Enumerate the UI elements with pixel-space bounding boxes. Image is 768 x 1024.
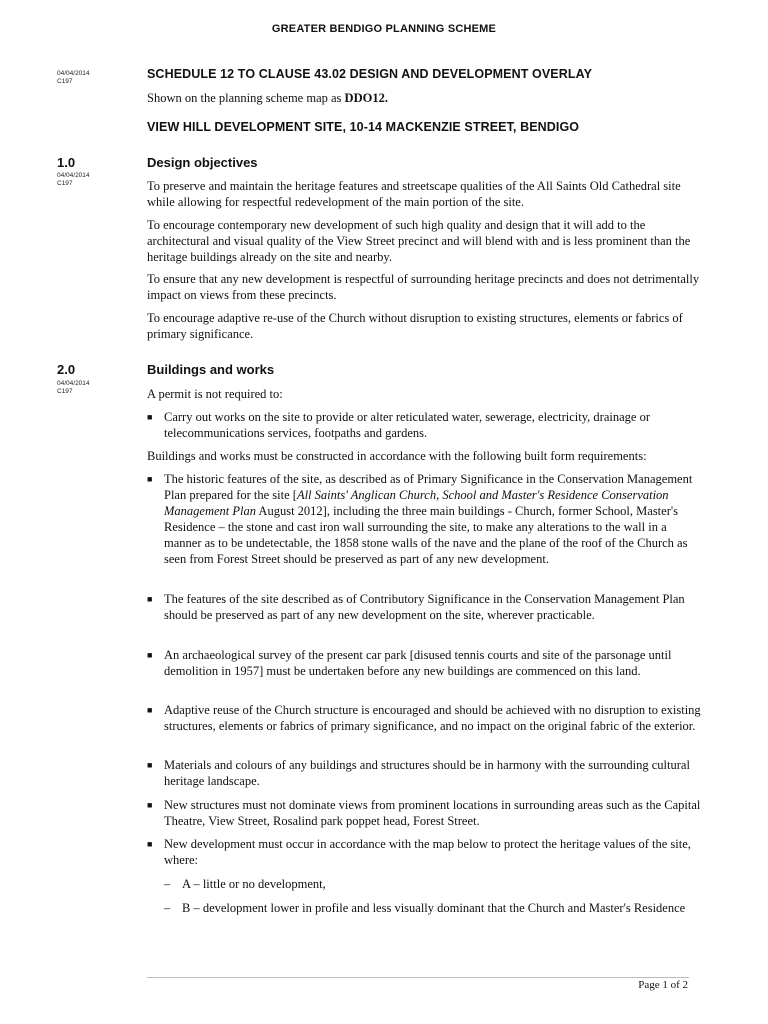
shown-prefix: Shown on the planning scheme map as — [147, 91, 345, 105]
shown-on-map — [147, 90, 703, 106]
schedule-amendment: C197 — [57, 78, 73, 85]
section-2-date-note — [57, 380, 137, 396]
cmp-document-title: All Saints' Anglican Church, School and Master's Residence Conservation Management Plan — [164, 488, 669, 518]
requirement-item: An archaeological survey of the present car park [disused tennis courts and site of the parsonage until demolition in 1957] must be undertaken before any new buildings are commenced on this land. — [164, 648, 672, 678]
schedule-date: 04/04/2014 — [57, 70, 90, 77]
zone-item: B – development lower in profile and less visually dominant that the Church and Master's Residence — [182, 901, 686, 915]
objective-paragraph: To encourage adaptive re-use of the Church without disruption to existing structures, elements or fabrics of primary significance. — [147, 311, 683, 341]
section-2-title: Buildings and works — [147, 362, 275, 377]
dash-marker: – — [164, 901, 171, 915]
section-1-date-note — [57, 172, 137, 188]
objective-paragraph: To ensure that any new development is respectful of surrounding heritage precincts and does not detrimentally impact on views from these precincts. — [147, 272, 700, 302]
overlay-code: DDO12. — [344, 91, 388, 105]
section-2-number: 2.0 — [57, 362, 76, 377]
footer-divider — [147, 977, 689, 978]
dash-marker: – — [164, 877, 171, 891]
bullet-marker: ■ — [147, 594, 153, 604]
section-1-amendment: C197 — [57, 180, 73, 187]
objective-paragraph: To encourage contemporary new development of such high quality and design that it will add to the architectural and visual quality of the View Street precinct and will blend with and is less prominent than the heritage buildings already on the site and nearby. — [147, 218, 691, 264]
objective-paragraph: To preserve and maintain the heritage features and streetscape qualities of the All Saints Old Cathedral site while allowing for respectful redevelopment of the main portion of the site. — [147, 179, 681, 209]
requirement-item: New structures must not dominate views from prominent locations in surrounding areas such as the Capital Theatre, View Street, Rosalind park poppet head, Forest Street. — [164, 798, 701, 828]
requirement-text: August 2012], including the three main buildings - Church, former School, Master's Residence – the stone and cast iron wall surrounding the site, to make any alterations to the wall in a manner as to be undetectable, the 1858 stone walls of the nave and the plane of the roof of the Church as seen from Forest Street should be preserved as part of any new development. — [164, 504, 688, 566]
section-1-number: 1.0 — [57, 155, 76, 170]
running-header: GREATER BENDIGO PLANNING SCHEME — [271, 23, 497, 35]
section-1-title: Design objectives — [147, 155, 258, 170]
schedule-title: SCHEDULE 12 TO CLAUSE 43.02 DESIGN AND DEVELOPMENT OVERLAY — [147, 67, 593, 81]
section-2-date: 04/04/2014 — [57, 380, 90, 387]
requirement-text: The historic features of the site, as described as of Primary Significance in the Conservation Management Plan prepared for the site [ — [164, 472, 693, 502]
zone-item: A – little or no development, — [182, 877, 326, 891]
bullet-marker: ■ — [147, 839, 153, 849]
bullet-marker: ■ — [147, 412, 153, 422]
site-title: VIEW HILL DEVELOPMENT SITE, 10-14 MACKENZIE STREET, BENDIGO — [147, 120, 580, 134]
requirement-item: New development must occur in accordance with the map below to protect the heritage values of the site, where: — [164, 837, 691, 867]
requirement-item: Adaptive reuse of the Church structure is encouraged and should be achieved with no disruption to existing structures, elements or fabrics of primary significance, and no impact on the original fabric of the exterior. — [164, 703, 701, 733]
requirement-item: The features of the site described as of Contributory Significance in the Conservation Management Plan should be preserved as part of any new development on the site, wherever practicable. — [164, 592, 685, 622]
permit-item: Carry out works on the site to provide or alter reticulated water, sewerage, electricity, drainage or telecommunications services, footpaths and gardens. — [164, 410, 650, 440]
bullet-marker: ■ — [147, 705, 153, 715]
section-2-amendment: C197 — [57, 388, 73, 395]
requirement-item — [164, 471, 706, 567]
permit-intro: A permit is not required to: — [147, 387, 283, 401]
bullet-marker: ■ — [147, 800, 153, 810]
bullet-marker: ■ — [147, 650, 153, 660]
page-number: Page 1 of 2 — [638, 979, 688, 991]
schedule-date-note — [57, 70, 137, 86]
built-form-intro: Buildings and works must be constructed in accordance with the following built form requirements: — [147, 449, 647, 463]
section-1-date: 04/04/2014 — [57, 172, 90, 179]
bullet-marker: ■ — [147, 474, 153, 484]
bullet-marker: ■ — [147, 760, 153, 770]
requirement-item: Materials and colours of any buildings and structures should be in harmony with the surrounding cultural heritage landscape. — [164, 758, 690, 788]
